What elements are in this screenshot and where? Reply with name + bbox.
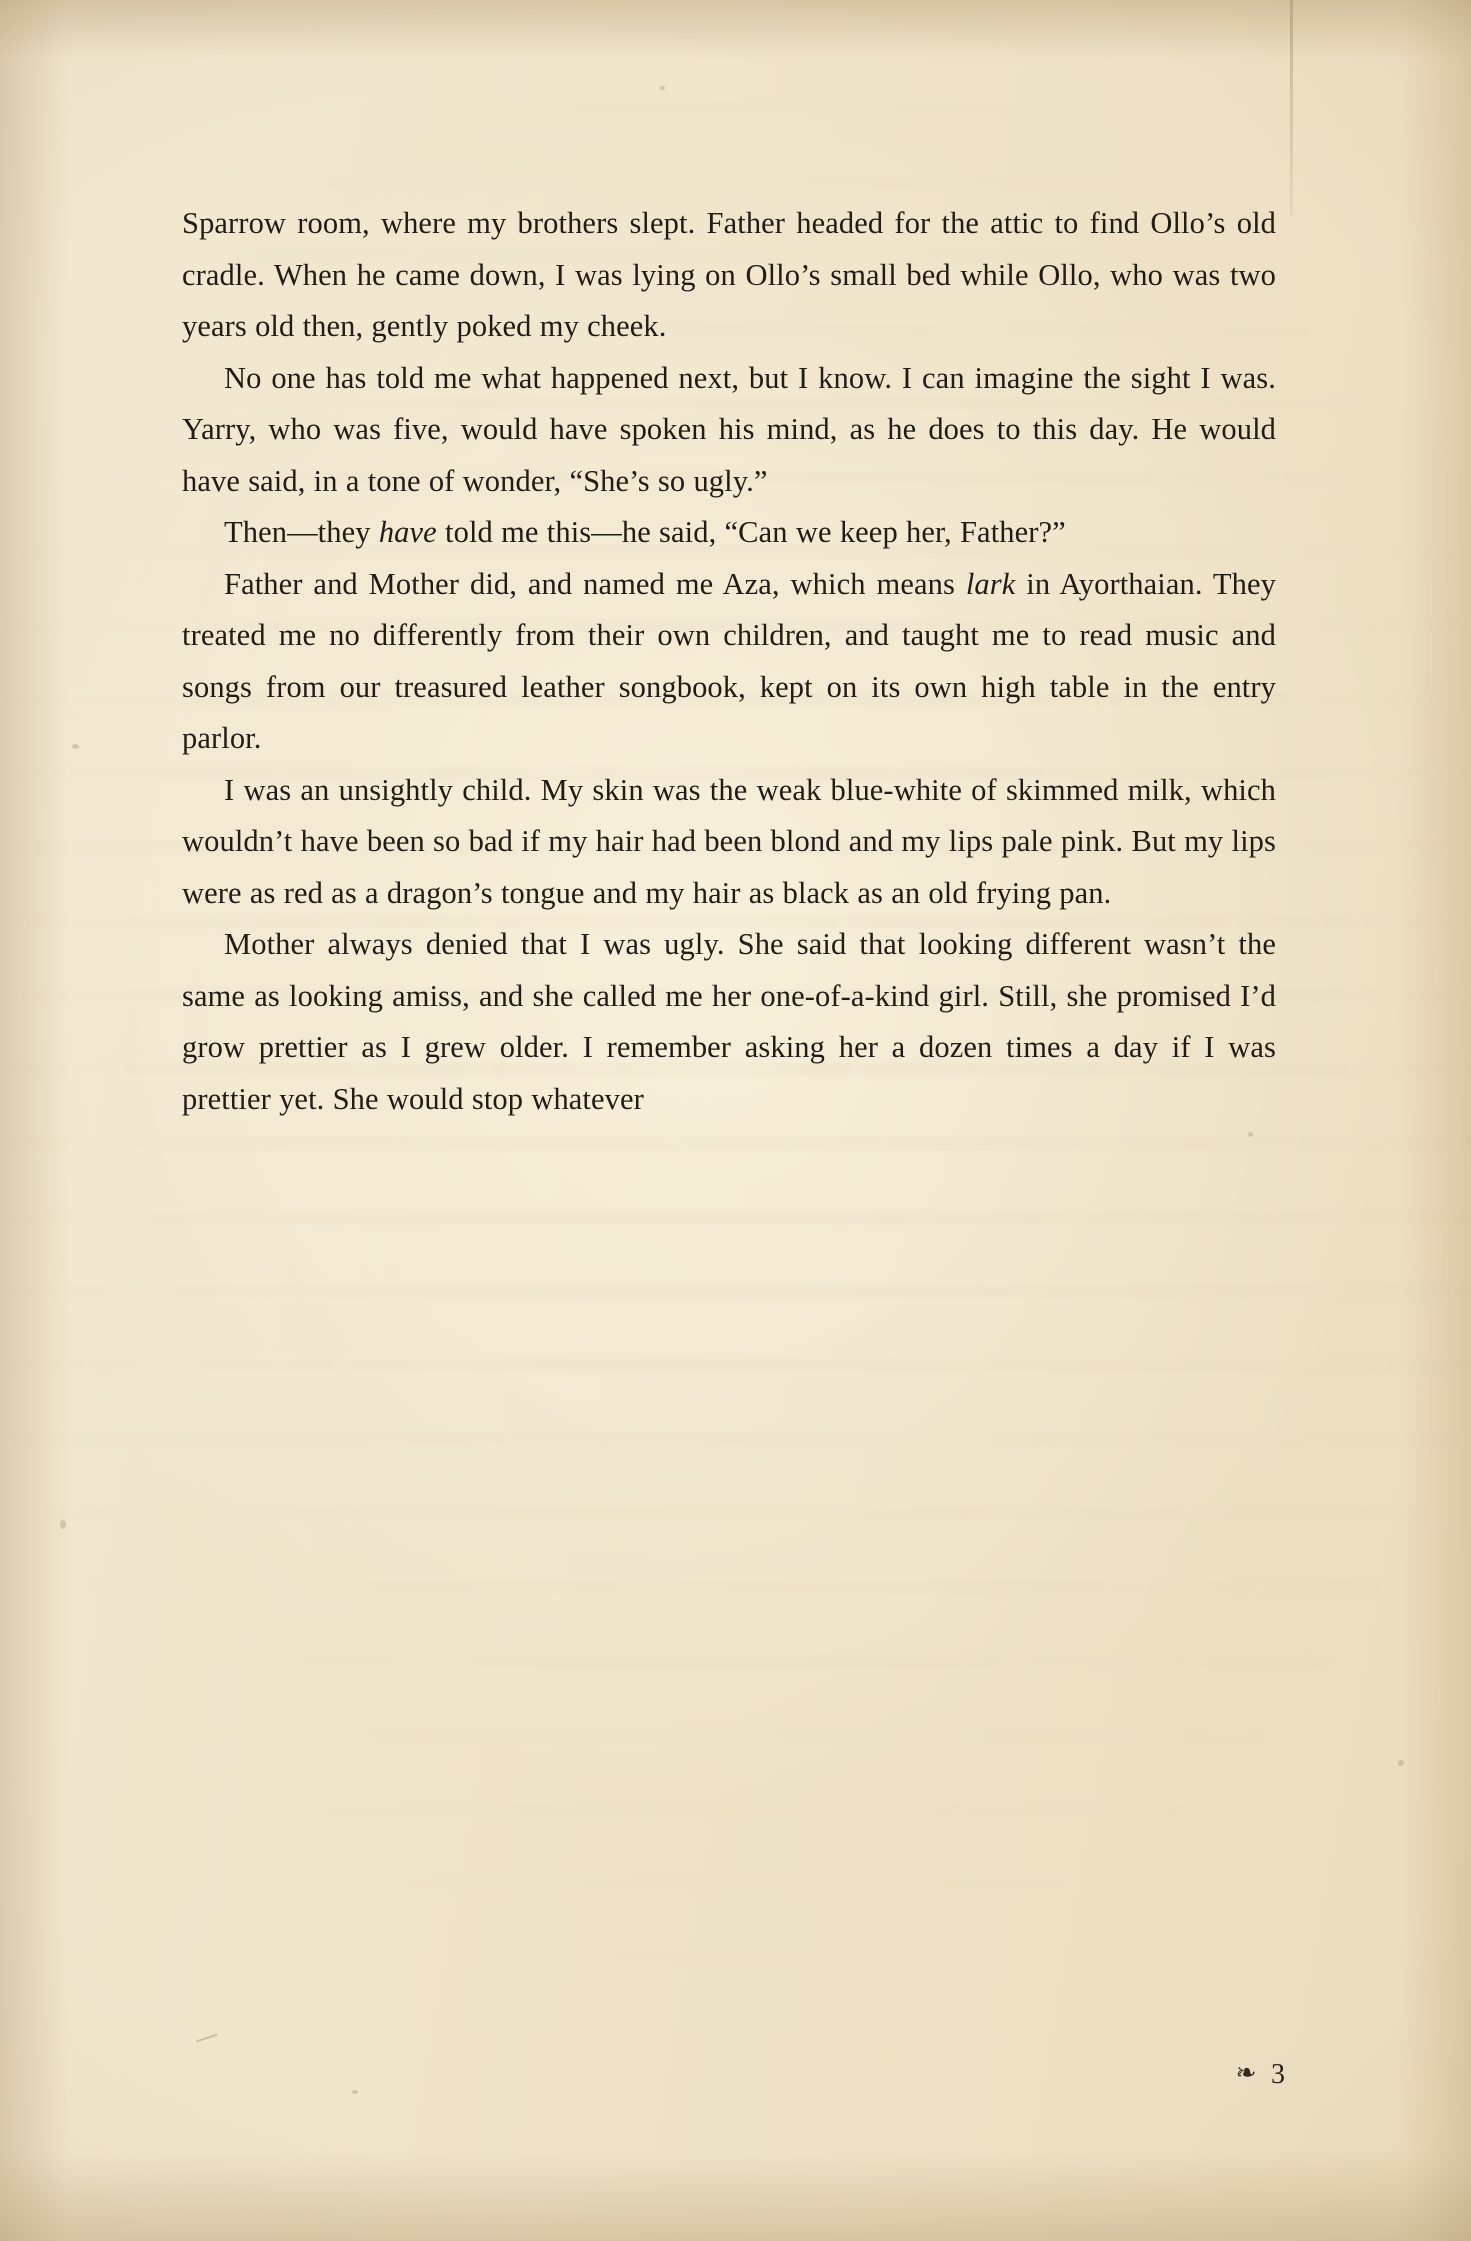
paragraph bbox=[182, 765, 1276, 920]
text-run: told me this—he said, “Can we keep her, Father?” bbox=[436, 515, 1066, 549]
body-text-column bbox=[182, 198, 1276, 1125]
emphasis-text: lark bbox=[965, 566, 1016, 601]
paragraph bbox=[182, 353, 1276, 508]
paragraph bbox=[182, 198, 1276, 353]
text-run: Then—they bbox=[224, 515, 379, 549]
leaf-ornament-icon: ❧ bbox=[1235, 2060, 1257, 2087]
paper-speck bbox=[60, 1520, 66, 1529]
page-number: 3 bbox=[1271, 2059, 1285, 2090]
text-run: I was an unsightly child. My skin was the weak blue-white of skimmed milk, which wouldn’t have been so bad if my hair had been blond and my lips pale pink. But my lips were as red as a dragon’s tongue and my hair as black as an old frying pan. bbox=[182, 772, 1276, 910]
paper-speck bbox=[1248, 1132, 1253, 1137]
scan-streak-artifact bbox=[1290, 0, 1293, 215]
page-edge-shading-bottom bbox=[0, 2151, 1471, 2241]
paper-speck bbox=[1398, 1760, 1404, 1766]
page-edge-shading-left bbox=[0, 0, 70, 2241]
paper-speck bbox=[72, 744, 79, 749]
paragraph bbox=[182, 559, 1276, 765]
paragraph bbox=[182, 507, 1276, 559]
text-run: Sparrow room, where my brothers slept. Father headed for the attic to find Ollo’s old cradle. When he came down, I was lying on Ollo’s small bed while Ollo, who was two years old then, gently poked my cheek. bbox=[182, 206, 1276, 343]
text-run: Mother always denied that I was ugly. She said that looking different wasn’t the same as looking amiss, and she called me her one-of-a-kind girl. Still, she promised I’d grow prettier as I grew older. I remember asking her a dozen times a day if I was prettier yet. She would stop whatever bbox=[182, 927, 1276, 1116]
text-run: in Ayorthaian. They treated me no differently from their own children, and taught me to read music and songs from our treasured leather songbook, kept on its own high table in the entry parlor. bbox=[182, 566, 1276, 755]
page-footer-folio bbox=[1231, 2059, 1285, 2091]
page-edge-shading-right bbox=[1401, 0, 1471, 2241]
paper-speck bbox=[352, 2090, 358, 2094]
binding-scuff-mark bbox=[196, 2033, 222, 2045]
text-run: Father and Mother did, and named me Aza, which means bbox=[224, 566, 966, 601]
emphasis-text: have bbox=[378, 515, 437, 549]
text-run: No one has told me what happened next, but I know. I can imagine the sight I was. Yarry, who was five, would have spoken his mind, as he does to this day. He would have said, in a tone of wonder, “She’s so ugly.” bbox=[182, 360, 1276, 498]
paper-speck bbox=[660, 86, 665, 90]
page-edge-shading-top bbox=[0, 0, 1471, 60]
paragraph bbox=[182, 919, 1276, 1125]
